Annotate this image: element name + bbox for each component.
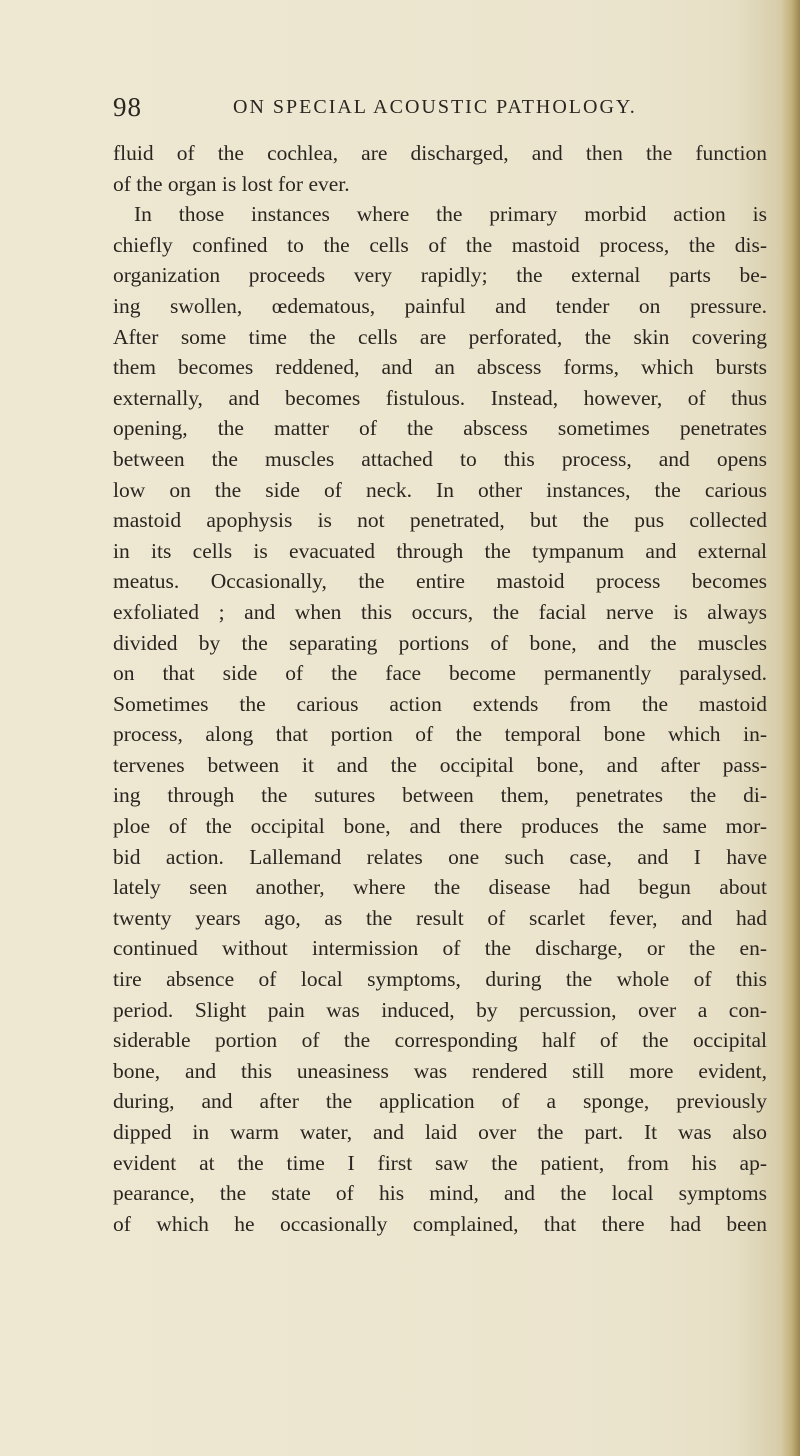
page-number: 98 [113,92,142,122]
text-line: tire absence of local symptoms, during the whole of this [113,967,767,992]
text-line: meatus. Occasionally, the entire mastoid process becomes [113,569,767,594]
text-line: bone, and this uneasiness was rendered still more evident, [113,1058,767,1083]
text-line: ploe of the occipital bone, and there produces the same mor- [113,814,767,839]
text-line: lately seen another, where the disease had begun about [113,875,767,900]
text-line: in its cells is evacuated through the tympanum and external [113,538,767,563]
text-line: tervenes between it and the occipital bone, and after pass- [113,752,767,777]
text-line: fluid of the cochlea, are discharged, and then the function [113,141,767,165]
text-line: In those instances where the primary morbid action is [134,202,767,227]
text-line: opening, the matter of the abscess sometimes penetrates [113,416,767,441]
text-line: pearance, the state of his mind, and the local symptoms [113,1181,767,1206]
text-line: of the organ is lost for ever. [113,171,350,196]
page-header [113,92,753,132]
body-text [113,138,767,1239]
text-line: them becomes reddened, and an abscess forms, which bursts [113,355,767,380]
text-line: Sometimes the carious action extends from the mastoid [113,691,767,716]
text-line: dipped in warm water, and laid over the part. It was also [113,1120,767,1144]
text-line: exfoliated ; and when this occurs, the facial nerve is always [113,599,767,624]
text-line: twenty years ago, as the result of scarlet fever, and had [113,905,767,930]
text-line: process, along that portion of the temporal bone which in- [113,722,767,747]
text-line: of which he occasionally complained, that there had been [113,1211,767,1236]
text-line: ing swollen, œdematous, painful and tender on pressure. [113,293,767,318]
text-line: mastoid apophysis is not penetrated, but the pus collected [113,508,767,533]
text-line: organization proceeds very rapidly; the external parts be- [113,263,767,288]
text-line: on that side of the face become permanently paralysed. [113,661,767,686]
text-line: divided by the separating portions of bone, and the muscles [113,630,767,655]
text-line: bid action. Lallemand relates one such case, and I have [113,844,767,869]
text-line: siderable portion of the corresponding half of the occipital [113,1028,767,1053]
text-line: chiefly confined to the cells of the mastoid process, the dis- [113,232,767,257]
text-line: evident at the time I first saw the patient, from his ap- [113,1150,767,1175]
text-line: during, and after the application of a sponge, previously [113,1089,767,1114]
text-line: period. Slight pain was induced, by percussion, over a con- [113,997,767,1022]
page-edge [782,0,800,1456]
text-line: externally, and becomes fistulous. Instead, however, of thus [113,385,767,410]
text-line: After some time the cells are perforated, the skin covering [113,324,767,349]
text-line: between the muscles attached to this process, and opens [113,446,767,471]
text-line: continued without intermission of the discharge, or the en- [113,936,767,961]
text-line: low on the side of neck. In other instances, the carious [113,477,767,502]
running-title: ON SPECIAL ACOUSTIC PATHOLOGY. [233,96,637,118]
text-line: ing through the sutures between them, penetrates the di- [113,783,767,808]
